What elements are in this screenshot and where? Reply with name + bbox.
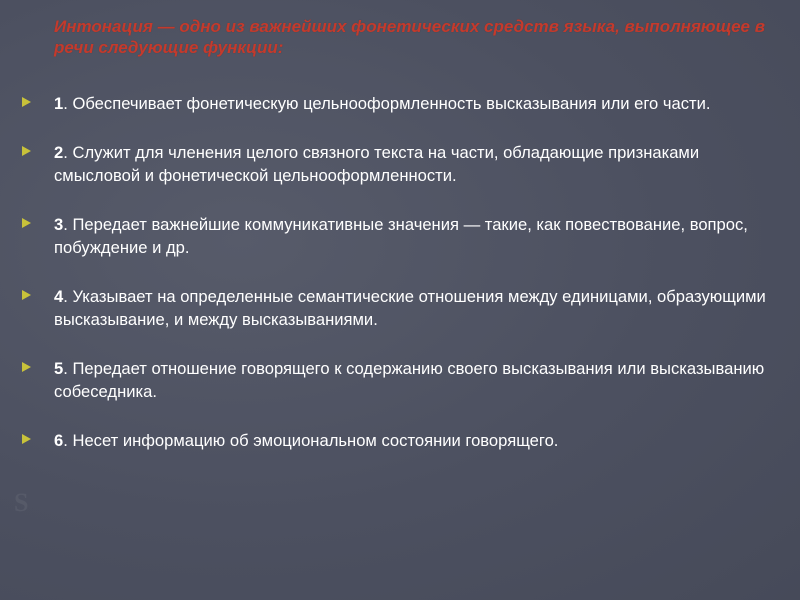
item-number: 2 <box>54 143 64 162</box>
list-item-2 <box>22 141 782 187</box>
item-text: . Указывает на определенные семантические отношения между единицами, образующими высказывание, и между высказываниями. <box>54 287 766 329</box>
item-number: 6 <box>54 431 64 450</box>
item-text: . Передает отношение говорящего к содержанию своего высказывания или высказыванию собеседника. <box>54 359 765 401</box>
arrow-right-icon <box>22 434 31 444</box>
item-text: . Несет информацию об эмоциональном состоянии говорящего. <box>63 431 559 450</box>
item-number: 5 <box>54 359 64 378</box>
heading-text: Интонация — одно из важнейших фонетических средств языка, выполняющее в речи следующие функции: <box>54 17 766 57</box>
arrow-right-icon <box>22 362 31 372</box>
arrow-right-icon <box>22 218 31 228</box>
item-number: 3 <box>54 215 64 234</box>
list-item-3 <box>22 213 782 259</box>
item-number: 4 <box>54 287 64 306</box>
arrow-right-icon <box>22 290 31 300</box>
list-item-4 <box>22 285 782 331</box>
item-text: . Служит для членения целого связного текста на части, обладающие признаками смысловой и фонетической цельнооформленности. <box>54 143 700 185</box>
list-item-6 <box>22 429 782 452</box>
function-list <box>22 92 782 478</box>
item-number: 1 <box>54 94 64 113</box>
slide-heading <box>24 16 794 58</box>
arrow-right-icon <box>22 146 31 156</box>
list-item-1 <box>22 92 782 115</box>
watermark-mark: S <box>14 488 29 517</box>
item-text: . Передает важнейшие коммуникативные значения — такие, как повествование, вопрос, побуждение и др. <box>54 215 748 257</box>
list-item-5 <box>22 357 782 403</box>
item-text: . Обеспечивает фонетическую цельнооформленность высказывания или его части. <box>63 94 711 113</box>
arrow-right-icon <box>22 97 31 107</box>
